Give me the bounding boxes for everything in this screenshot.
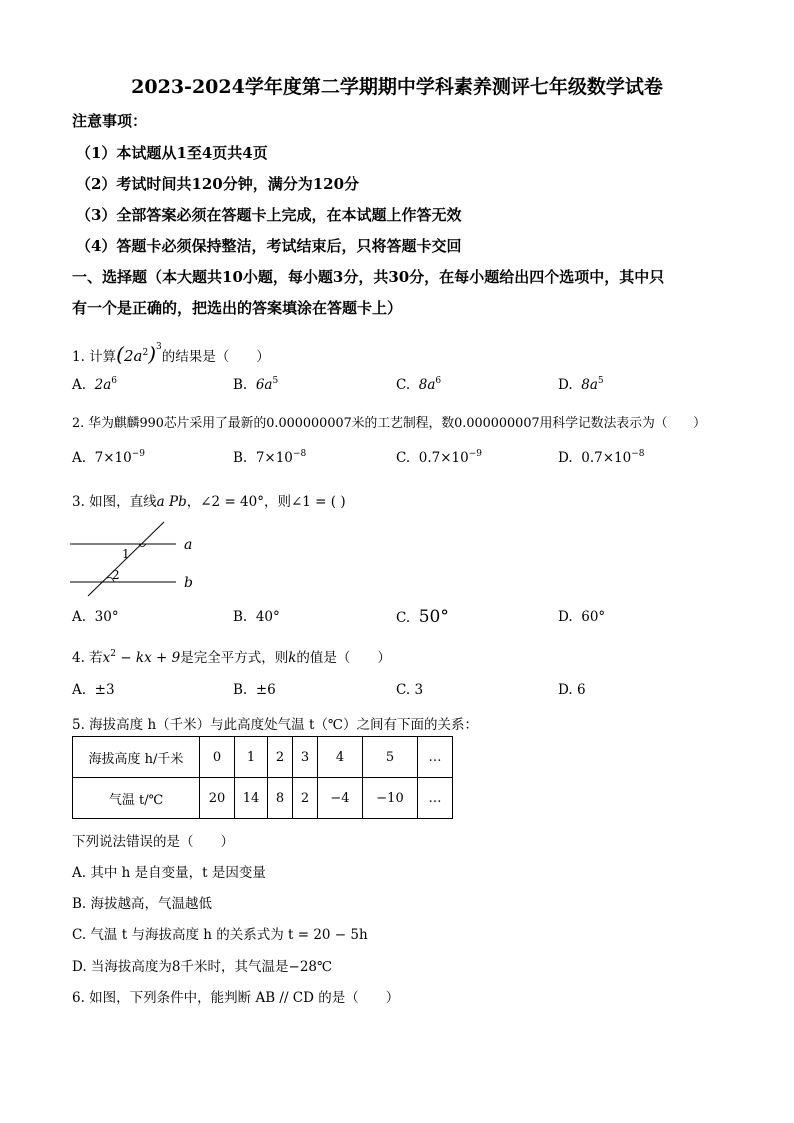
q2-option-d[interactable]: D. $0.7\times 10^{-8}$ — [558, 449, 645, 466]
q2-option-a[interactable]: A. $7\times 10^{-9}$ — [72, 449, 146, 466]
section-heading-line1: 一、选择题（本大题共10小题，每小题3分，共30分，在每小题给出四个选项中，其中只 — [72, 268, 665, 286]
q1-stem — [72, 342, 270, 366]
q4-option-c[interactable]: C. 3 — [396, 682, 424, 698]
q1-option-b[interactable]: B. $6a^5$ — [233, 376, 279, 393]
table-cell: 2 — [268, 737, 293, 778]
q5-row1-header: 海拔高度 h/千米 — [73, 737, 200, 778]
table-cell: 1 — [235, 737, 268, 778]
q1-expression: $(2a^2)^3$ — [116, 342, 162, 366]
table-cell: 0 — [200, 737, 235, 778]
table-cell: 20 — [200, 778, 235, 819]
q6-stem: 6. 如图，下列条件中，能判断 AB // CD 的是（ ） — [72, 990, 400, 1006]
q5-option-c[interactable]: C. 气温 t 与海拔高度 h 的关系式为 t = 20 − 5h — [72, 927, 368, 943]
notice-item-4: （4）答题卡必须保持整洁，考试结束后，只将答题卡交回 — [76, 237, 462, 255]
table-cell: −4 — [318, 778, 363, 819]
q3-angle2-label: 2 — [112, 568, 120, 582]
q2-option-c[interactable]: C. $0.7\times 10^{-9}$ — [396, 449, 482, 466]
q3-option-b[interactable]: B. 40° — [233, 609, 280, 625]
q5-option-a[interactable]: A. 其中 h 是自变量，t 是因变量 — [72, 865, 266, 881]
q5-option-d[interactable]: D. 当海拔高度为8千米时，其气温是−28℃ — [72, 959, 333, 975]
table-cell: 2 — [293, 778, 318, 819]
table-cell: 8 — [268, 778, 293, 819]
table-cell: … — [418, 778, 453, 819]
q3-label-b: b — [184, 575, 193, 591]
q1-number: 1. 计算 — [72, 349, 117, 365]
q4-option-b[interactable]: B. ±6 — [233, 682, 276, 698]
page-title: 2023-2024学年度第二学期期中学科素养测评七年级数学试卷 — [131, 76, 663, 98]
q4-option-d[interactable]: D. 6 — [558, 682, 586, 698]
q3-label-a: a — [184, 537, 193, 553]
q3-option-a[interactable]: A. 30° — [72, 609, 119, 625]
table-cell: … — [418, 737, 453, 778]
q5-stem: 5. 海拔高度 h（千米）与此高度处气温 t（℃）之间有下面的关系： — [72, 717, 478, 733]
table-cell: −10 — [363, 778, 418, 819]
q4-option-a[interactable]: A. ±3 — [72, 682, 115, 698]
section-heading-line2: 有一个是正确的，把选出的答案填涂在答题卡上） — [72, 299, 403, 317]
q1-option-d[interactable]: D. $8a^5$ — [558, 376, 604, 393]
table-row — [73, 778, 453, 819]
q1-option-a[interactable]: A. $2a^6$ — [72, 376, 118, 393]
table-cell: 4 — [318, 737, 363, 778]
q3-option-d[interactable]: D. 60° — [558, 609, 606, 625]
q5-question: 下列说法错误的是（ ） — [72, 834, 234, 850]
notice-heading: 注意事项： — [72, 112, 148, 130]
q2-stem: 2. 华为麒麟990芯片采用了最新的0.000000007米的工艺制程，数0.000000007用科学记数法表示为（ ） — [72, 416, 706, 431]
table-cell: 5 — [363, 737, 418, 778]
notice-item-1: （1）本试题从1至4页共4页 — [76, 144, 268, 162]
q1-tail: 的结果是（ ） — [161, 349, 270, 365]
q3-figure — [66, 518, 206, 598]
q2-option-b[interactable]: B. $7\times 10^{-8}$ — [233, 449, 307, 466]
notice-item-3: （3）全部答案必须在答题卡上完成，在本试题上作答无效 — [76, 206, 462, 224]
q4-stem: 4. 若$x^2$ − kx + 9是完全平方式，则k的值是（ ） — [72, 649, 391, 666]
q3-option-c[interactable]: C. 50° — [396, 607, 449, 627]
table-cell: 14 — [235, 778, 268, 819]
table-row — [73, 737, 453, 778]
q5-row2-header: 气温 t/℃ — [73, 778, 200, 819]
q5-option-b[interactable]: B. 海拔越高，气温越低 — [72, 896, 213, 912]
notice-item-2: （2）考试时间共120分钟，满分为120分 — [76, 175, 360, 193]
q3-stem: 3. 如图，直线a Pb，∠2 = 40°，则∠1 = ( ) — [72, 494, 346, 510]
q3-parallel-lines: a Pb — [156, 494, 187, 510]
q5-table — [72, 736, 453, 819]
q3-angle1-label: 1 — [122, 547, 130, 561]
q1-option-c[interactable]: C. $8a^6$ — [396, 376, 442, 393]
table-cell: 3 — [293, 737, 318, 778]
